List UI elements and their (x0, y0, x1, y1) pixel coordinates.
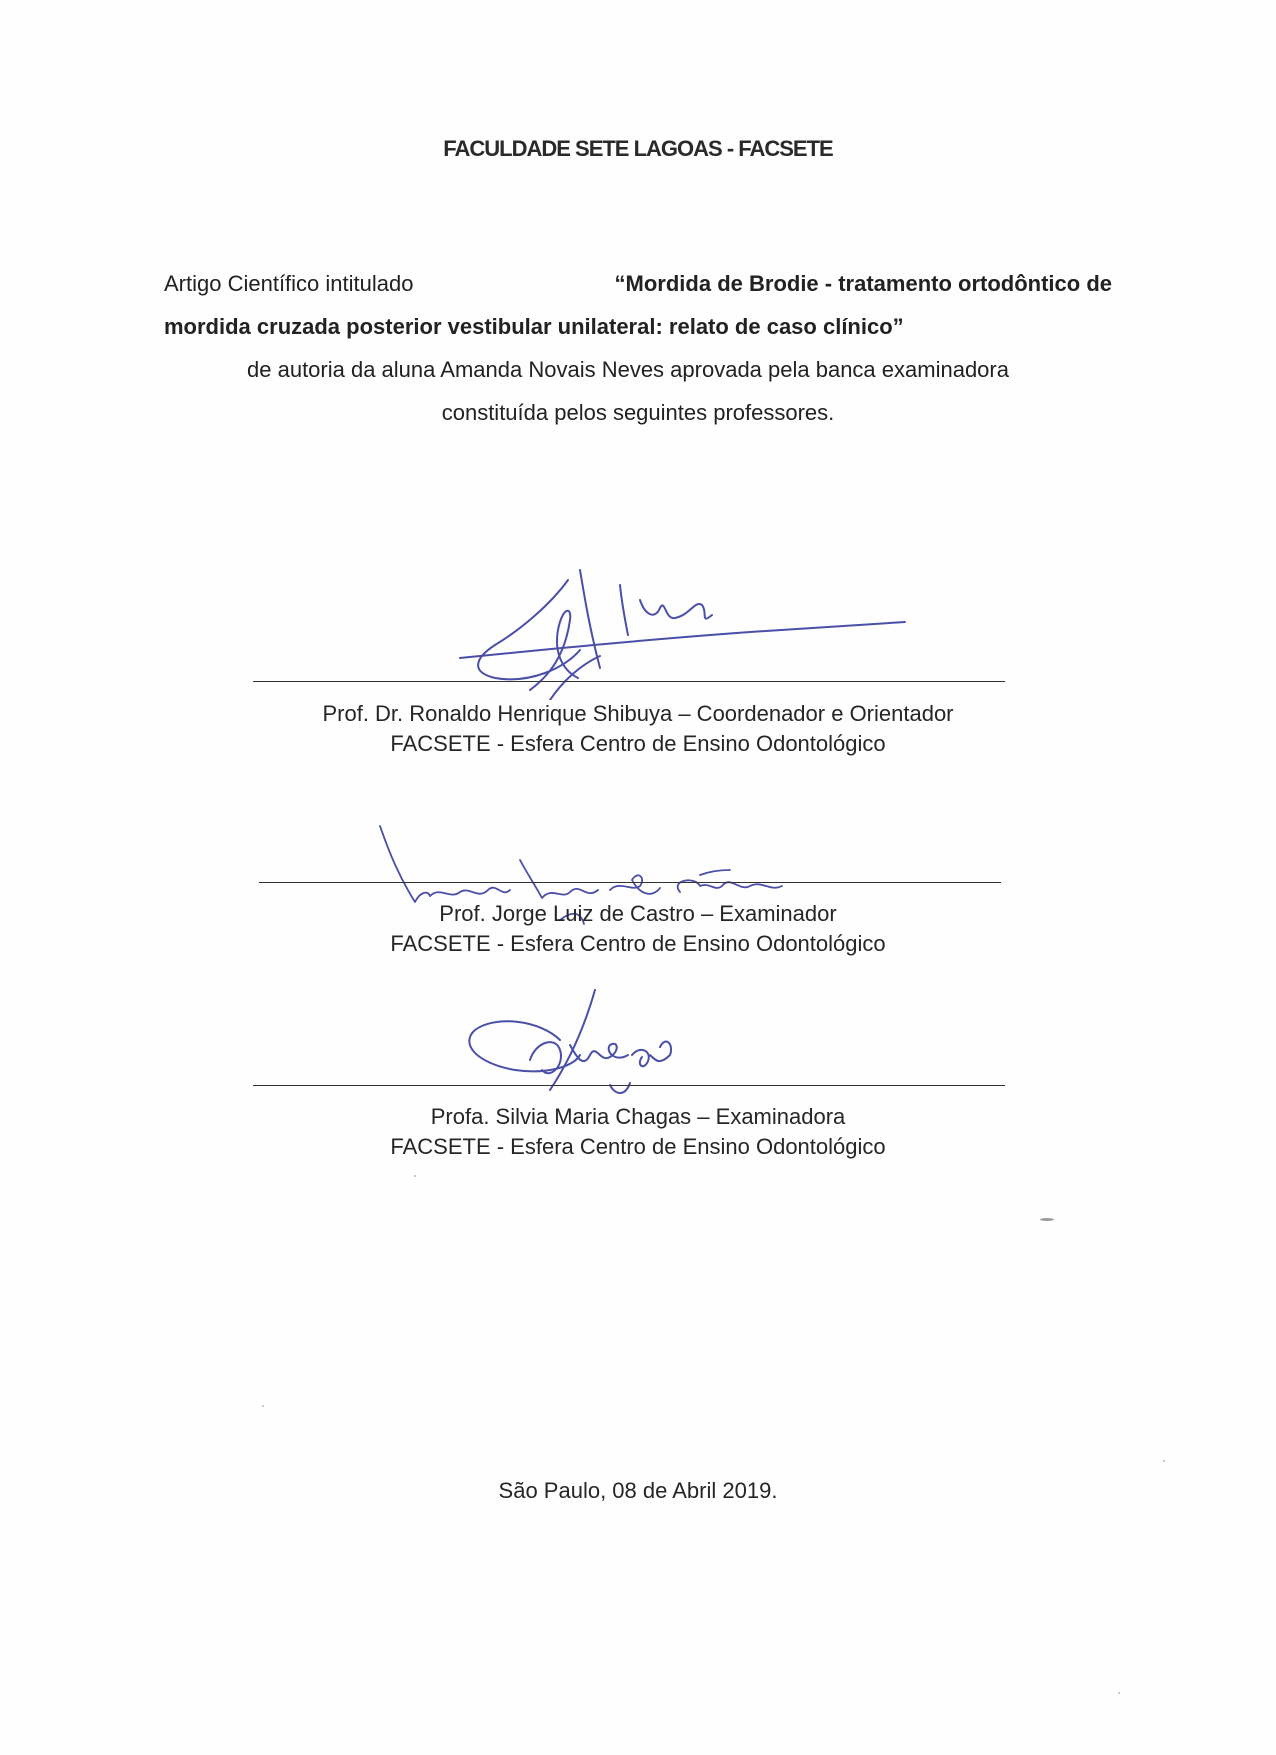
signature-line-1 (253, 681, 1005, 682)
signer-1-name-role: Prof. Dr. Ronaldo Henrique Shibuya – Coordenador e Orientador (322, 701, 954, 726)
statement-line-1 (164, 262, 1112, 305)
article-title-part-2: mordida cruzada posterior vestibular unilateral: relato de caso clínico” (164, 314, 904, 339)
authorship-statement: de autoria da aluna Amanda Novais Neves aprovada pela banca examinadora (247, 357, 1009, 382)
signature-3-handwritten (460, 985, 700, 1115)
scan-speck (1163, 1460, 1165, 1462)
signer-3-name-role: Profa. Silvia Maria Chagas – Examinadora (430, 1104, 846, 1129)
signature-line-3 (253, 1085, 1005, 1086)
signature-line-2 (259, 882, 1001, 883)
scan-speck (262, 1405, 264, 1407)
committee-statement: constituída pelos seguintes professores. (441, 400, 835, 425)
article-title-part-1: “Mordida de Brodie - tratamento ortodôntico de (614, 271, 1112, 296)
signer-2-affiliation: FACSETE - Esfera Centro de Ensino Odontológico (390, 931, 886, 956)
signer-1-affiliation: FACSETE - Esfera Centro de Ensino Odontológico (390, 731, 886, 756)
signature-1-handwritten (450, 560, 920, 700)
scan-speck (414, 1175, 416, 1177)
signer-2-name-role: Prof. Jorge Luiz de Castro – Examinador (439, 901, 837, 926)
statement-prefix: Artigo Científico intitulado (164, 271, 414, 296)
place-and-date: São Paulo, 08 de Abril 2019. (498, 1478, 778, 1503)
approval-statement (164, 262, 1112, 434)
scan-speck (1040, 1218, 1054, 1221)
signer-3-affiliation: FACSETE - Esfera Centro de Ensino Odontológico (390, 1134, 886, 1159)
scan-speck (1118, 1692, 1120, 1694)
institution-name: FACULDADE SETE LAGOAS - FACSETE (443, 136, 833, 161)
